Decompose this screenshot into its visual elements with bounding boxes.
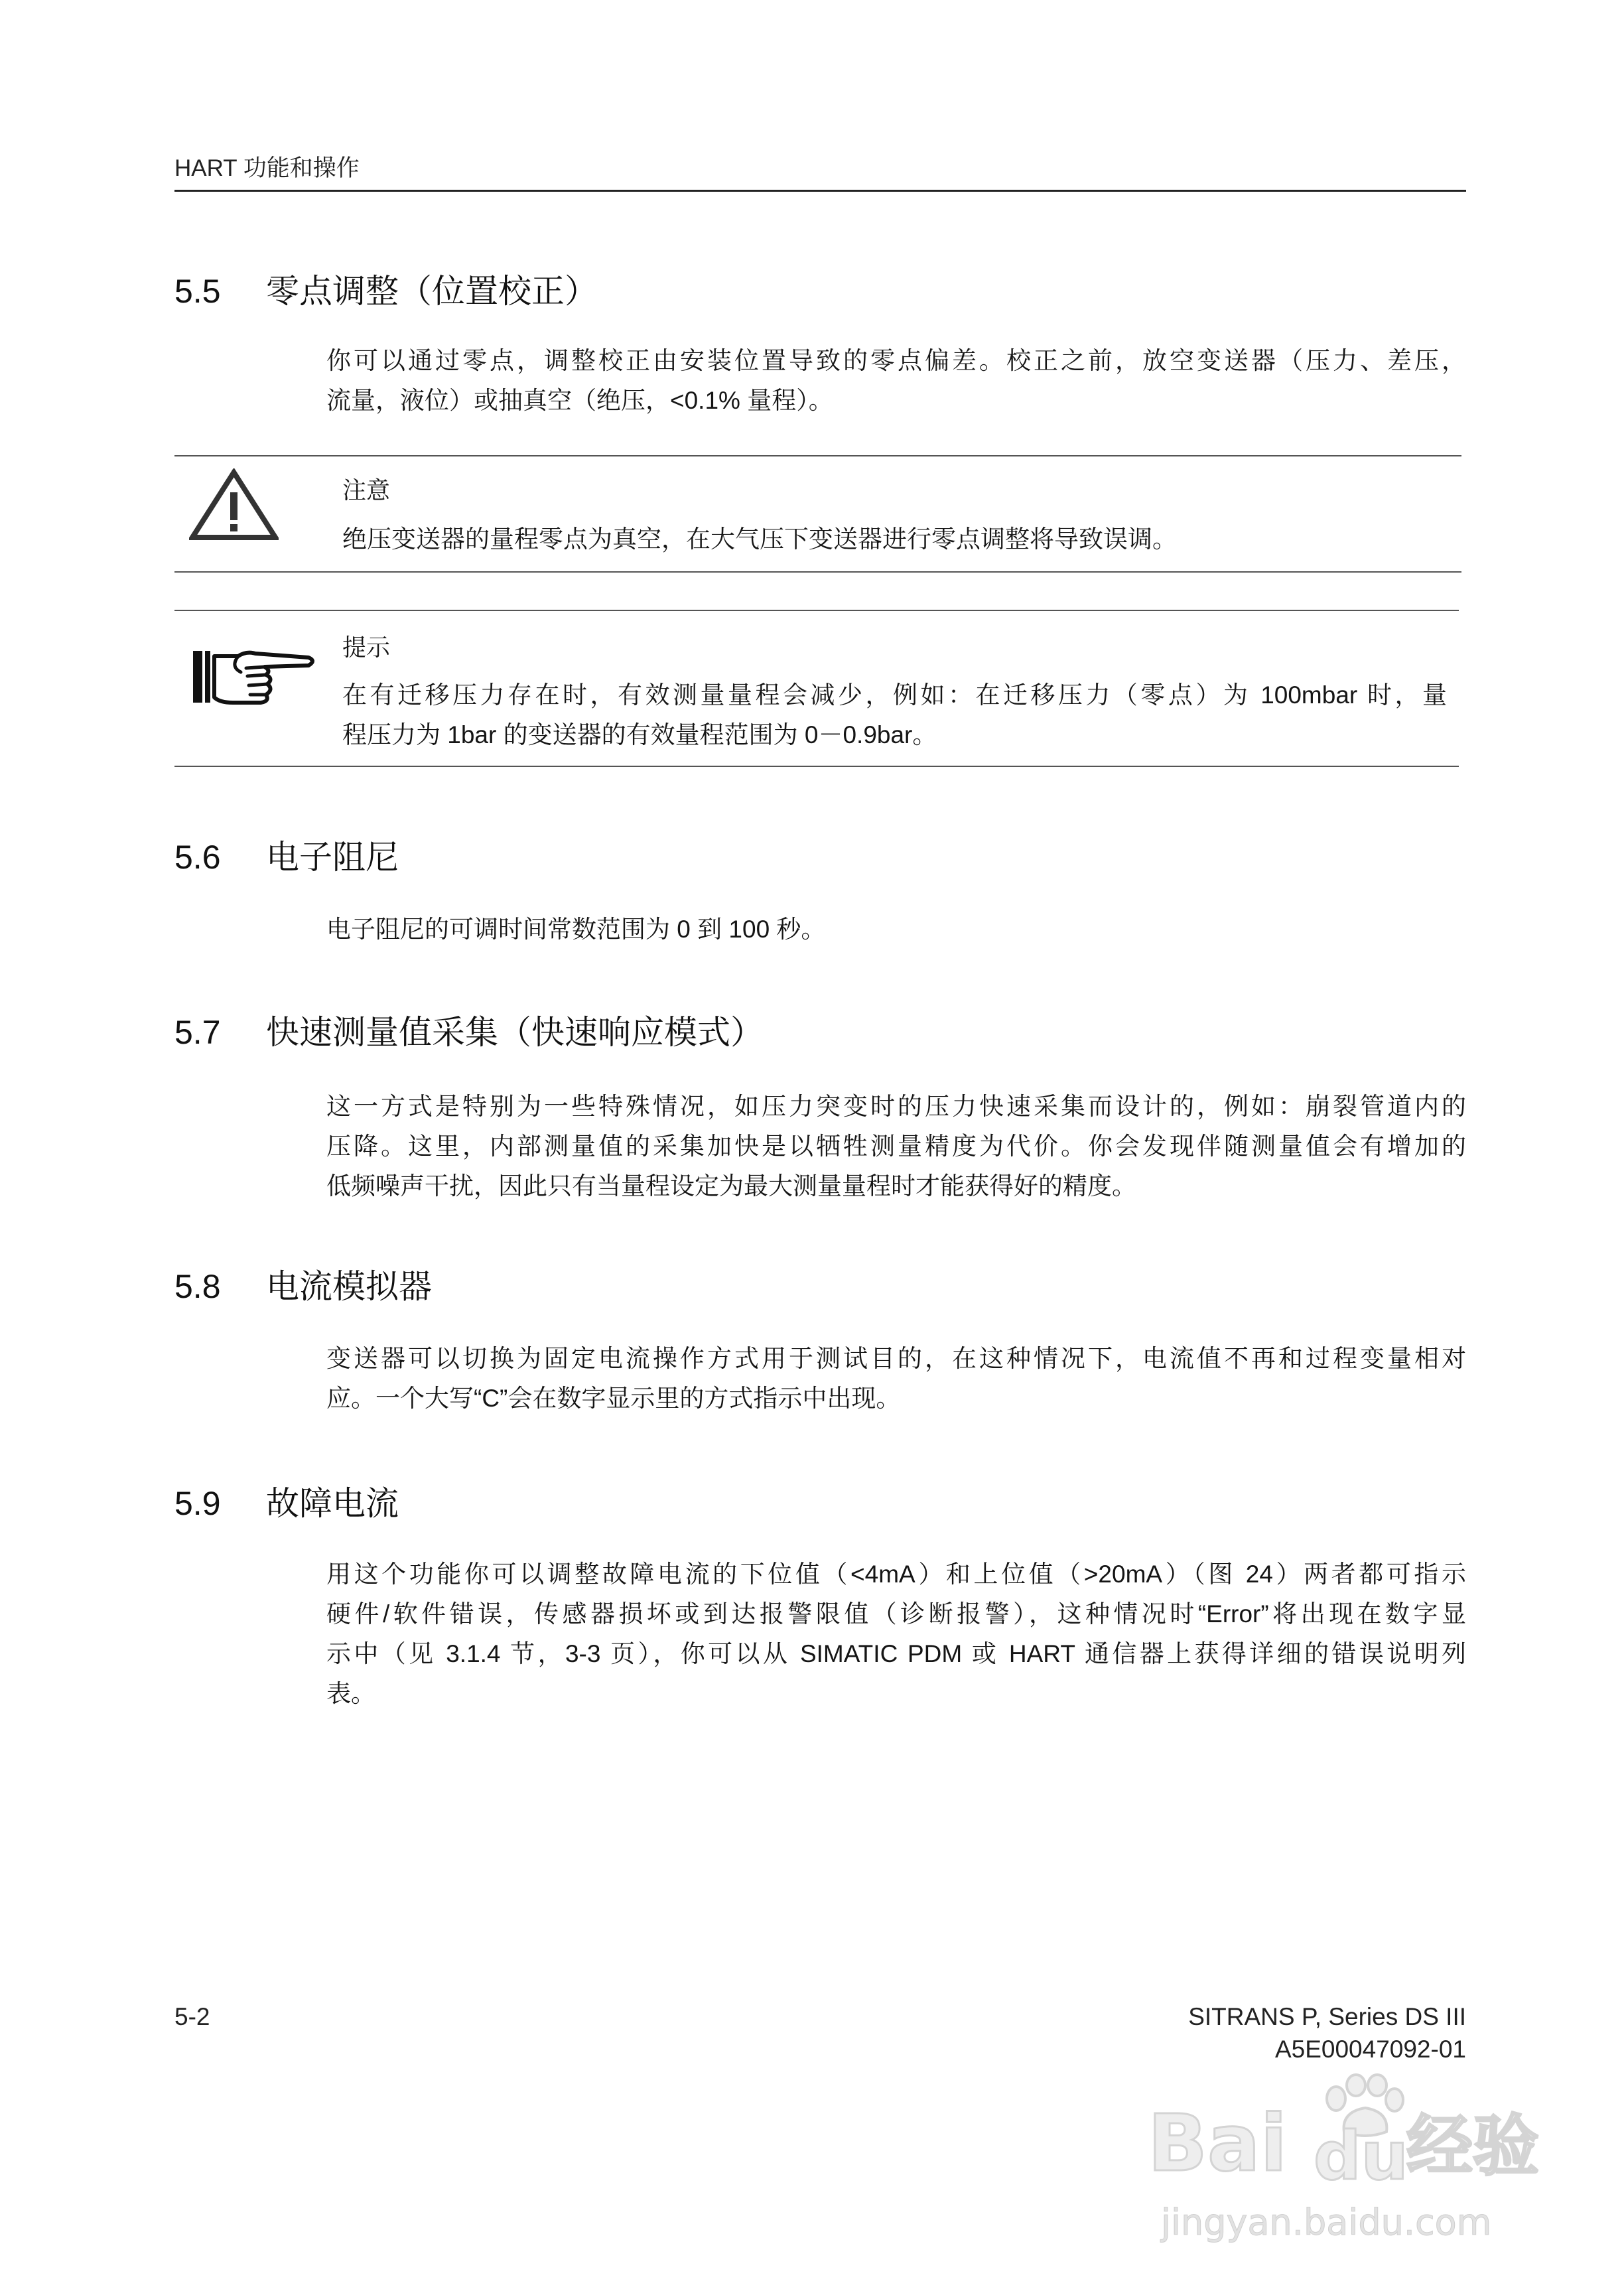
body-line: 变送器可以切换为固定电流操作方式用于测试目的，在这种情况下，电流值不再和过程变量相对 [326,1345,1466,1372]
note-top-rule [174,610,1459,611]
body-line: 你可以通过零点，调整校正由安装位置导致的零点偏差。校正之前，放空变送器（压力、差压， [326,347,1466,374]
body-line: 低频噪声干扰，因此只有当量程设定为最大测量量程时才能获得好的精度。 [326,1172,1136,1200]
body-line: 压降。这里，内部测量值的采集加快是以牺牲测量精度为代价。你会发现伴随测量值会有增加的 [326,1133,1466,1160]
warning-label: 注意 [342,476,391,504]
body-line: 用这个功能你可以调整故障电流的下位值（<4mA）和上位值（>20mA）（图 24）两者都可指示 [326,1561,1466,1588]
body-line: 表。 [326,1680,375,1707]
section-body-5-7 [326,1087,1466,1206]
body-line: 这一方式是特别为一些特殊情况，如压力突变时的压力快速采集而设计的，例如：崩裂管道内的 [326,1093,1466,1120]
body-line: 流量，液位）或抽真空（绝压，<0.1% 量程）。 [326,387,833,414]
warning-triangle-icon [189,468,279,541]
pointing-hand-icon [192,640,318,713]
note-bottom-rule [174,766,1459,767]
note-line: 程压力为 1bar 的变送器的有效量程范围为 0－0.9bar。 [342,721,937,748]
warning-top-rule [174,455,1461,456]
baidu-watermark [1148,2073,1546,2253]
warning-text: 绝压变送器的量程零点为真空，在大气压下变送器进行零点调整将导致误调。 [342,525,1177,553]
running-header: HART 功能和操作 [174,155,360,181]
watermark-brand-right: du [1314,2117,1408,2195]
section-title: 电子阻尼 [266,839,399,876]
body-line: 示中（见 3.1.4 节，3-3 页），你可以从 SIMATIC PDM 或 HART 通信器上获得详细的错误说明列 [326,1640,1466,1667]
section-title: 快速测量值采集（快速响应模式） [266,1014,764,1051]
footer-doc-id: A5E00047092-01 [1274,2036,1466,2063]
watermark-brand-cn: 经验 [1406,2107,1539,2185]
note-text [342,675,1447,755]
section-body-5-9 [326,1555,1466,1714]
watermark-brand-left: Bai [1148,2097,1288,2189]
body-line: 硬件/软件错误，传感器损坏或到达报警限值（诊断报警），这种情况时“Error”将出现在数字显 [326,1600,1466,1628]
section-number: 5.6 [174,839,221,876]
section-title: 电流模拟器 [266,1268,432,1305]
section-number: 5.9 [174,1485,221,1522]
section-number: 5.7 [174,1014,221,1051]
warning-bottom-rule [174,571,1461,573]
section-body-5-6 [326,910,1466,949]
header-rule [174,190,1466,192]
section-number: 5.8 [174,1268,221,1305]
page-number: 5-2 [174,2003,210,2030]
section-number: 5.5 [174,273,221,310]
footer-product: SITRANS P, Series DS III [1188,2003,1466,2030]
section-body-5-8 [326,1339,1466,1419]
note-line: 在有迁移压力存在时，有效测量量程会减少，例如：在迁移压力（零点）为 100mbar 时，量 [342,681,1447,709]
section-title: 零点调整（位置校正） [266,273,598,310]
body-line: 应。一个大写“C”会在数字显示里的方式指示中出现。 [326,1385,901,1412]
watermark-url: jingyan.baidu.com [1161,2201,1492,2243]
section-body-5-5 [326,341,1466,421]
section-title: 故障电流 [266,1485,399,1522]
note-label: 提示 [342,634,391,661]
body-line: 电子阻尼的可调时间常数范围为 0 到 100 秒。 [326,916,826,943]
